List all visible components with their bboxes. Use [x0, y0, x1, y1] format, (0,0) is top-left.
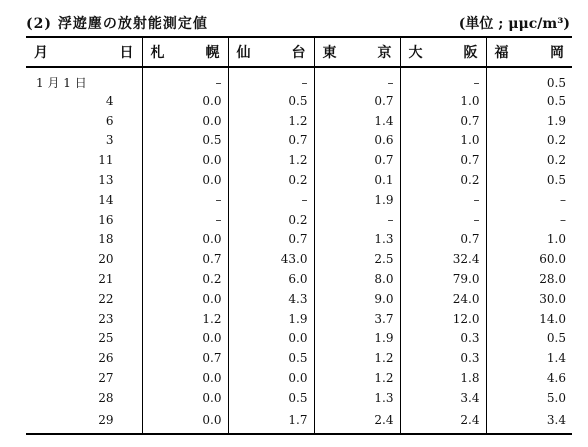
fukuoka-value: – — [486, 210, 572, 230]
unit-label: (単位 ; μμc/m³) — [458, 16, 570, 32]
fukuoka-value: 0.5 — [486, 67, 572, 91]
osaka-value: 79.0 — [400, 269, 486, 289]
table-row — [26, 190, 572, 210]
osaka-value: – — [400, 190, 486, 210]
osaka-value: 0.3 — [400, 348, 486, 368]
table-row — [26, 368, 572, 388]
tokyo-value: 1.3 — [314, 388, 400, 408]
table-row — [26, 210, 572, 230]
date-cell: 3 — [105, 133, 114, 148]
tokyo-value: – — [314, 210, 400, 230]
osaka-value: 0.7 — [400, 111, 486, 131]
table-row — [26, 91, 572, 111]
table-row — [26, 131, 572, 151]
osaka-value: – — [400, 67, 486, 91]
osaka-value: – — [400, 210, 486, 230]
osaka-value: 24.0 — [400, 289, 486, 309]
sapporo-value: 0.0 — [142, 388, 228, 408]
sendai-value: 0.2 — [228, 170, 314, 190]
sendai-value: 6.0 — [228, 269, 314, 289]
sendai-value: 0.5 — [228, 91, 314, 111]
date-cell: 20 — [98, 252, 114, 267]
table-row — [26, 249, 572, 269]
fukuoka-value: 1.0 — [486, 230, 572, 250]
date-cell: 23 — [98, 311, 114, 326]
table-row — [26, 329, 572, 349]
date-cell: 1 月 1 日 — [36, 76, 87, 90]
sapporo-value: – — [142, 190, 228, 210]
fukuoka-value: 3.4 — [486, 408, 572, 434]
osaka-value: 0.2 — [400, 170, 486, 190]
table-body — [26, 67, 572, 434]
date-cell: 18 — [98, 232, 114, 247]
osaka-value: 2.4 — [400, 408, 486, 434]
table-row — [26, 170, 572, 190]
fukuoka-value: 30.0 — [486, 289, 572, 309]
date-cell: 6 — [105, 113, 114, 128]
tokyo-value: 9.0 — [314, 289, 400, 309]
sapporo-value: – — [142, 210, 228, 230]
date-cell: 11 — [98, 153, 114, 168]
header-row — [26, 37, 572, 67]
osaka-value: 1.0 — [400, 91, 486, 111]
tokyo-value: 0.7 — [314, 91, 400, 111]
header-tokyo: 東 京 — [314, 37, 400, 67]
sapporo-value: 0.0 — [142, 170, 228, 190]
osaka-value: 12.0 — [400, 309, 486, 329]
table-row — [26, 388, 572, 408]
fukuoka-value: 0.5 — [486, 170, 572, 190]
date-cell: 28 — [98, 390, 114, 405]
date-cell: 29 — [98, 413, 114, 428]
date-cell: 14 — [98, 192, 114, 207]
header-sapporo: 札 幌 — [142, 37, 228, 67]
sendai-value: 1.2 — [228, 111, 314, 131]
radioactivity-table — [26, 36, 572, 435]
fukuoka-value: 0.5 — [486, 329, 572, 349]
tokyo-value: 1.4 — [314, 111, 400, 131]
table-header — [26, 37, 572, 67]
sendai-value: 0.5 — [228, 348, 314, 368]
sapporo-value: 0.5 — [142, 131, 228, 151]
osaka-value: 1.8 — [400, 368, 486, 388]
fukuoka-value: 0.5 — [486, 91, 572, 111]
sendai-value: – — [228, 67, 314, 91]
sapporo-value: 0.0 — [142, 289, 228, 309]
table-row — [26, 111, 572, 131]
table-row — [26, 289, 572, 309]
tokyo-value: 3.7 — [314, 309, 400, 329]
fukuoka-value: 5.0 — [486, 388, 572, 408]
tokyo-value: 2.4 — [314, 408, 400, 434]
sendai-value: 43.0 — [228, 249, 314, 269]
fukuoka-value: 0.2 — [486, 131, 572, 151]
table-row — [26, 309, 572, 329]
table-title: (2) 浮遊塵の放射能測定値 — [26, 16, 208, 32]
fukuoka-value: – — [486, 190, 572, 210]
tokyo-value: 1.2 — [314, 348, 400, 368]
sapporo-value: 0.0 — [142, 408, 228, 434]
tokyo-value: 1.9 — [314, 329, 400, 349]
tokyo-value: 1.9 — [314, 190, 400, 210]
date-cell: 16 — [98, 212, 114, 227]
osaka-value: 1.0 — [400, 131, 486, 151]
date-cell: 25 — [98, 331, 114, 346]
sendai-value: 0.0 — [228, 329, 314, 349]
sendai-value: – — [228, 190, 314, 210]
sendai-value: 0.5 — [228, 388, 314, 408]
fukuoka-value: 4.6 — [486, 368, 572, 388]
table-row — [26, 150, 572, 170]
osaka-value: 0.3 — [400, 329, 486, 349]
header-date: 月 日 — [34, 45, 134, 61]
tokyo-value: 2.5 — [314, 249, 400, 269]
sapporo-value: 0.2 — [142, 269, 228, 289]
fukuoka-value: 60.0 — [486, 249, 572, 269]
fukuoka-value: 0.2 — [486, 150, 572, 170]
date-cell: 4 — [105, 93, 114, 108]
header-osaka: 大 阪 — [400, 37, 486, 67]
date-cell: 21 — [98, 272, 114, 287]
sendai-value: 1.2 — [228, 150, 314, 170]
sapporo-value: 1.2 — [142, 309, 228, 329]
osaka-value: 3.4 — [400, 388, 486, 408]
sapporo-value: 0.0 — [142, 150, 228, 170]
osaka-value: 32.4 — [400, 249, 486, 269]
sendai-value: 1.7 — [228, 408, 314, 434]
table-row — [26, 67, 572, 91]
date-cell: 22 — [98, 291, 114, 306]
date-cell: 27 — [98, 371, 114, 386]
sapporo-value: 0.0 — [142, 91, 228, 111]
sendai-value: 0.7 — [228, 131, 314, 151]
date-cell: 13 — [98, 173, 114, 188]
sapporo-value: 0.0 — [142, 111, 228, 131]
tokyo-value: 0.7 — [314, 150, 400, 170]
sapporo-value: 0.7 — [142, 348, 228, 368]
tokyo-value: 0.1 — [314, 170, 400, 190]
table-row — [26, 408, 572, 434]
sendai-value: 0.0 — [228, 368, 314, 388]
fukuoka-value: 1.4 — [486, 348, 572, 368]
table-row — [26, 230, 572, 250]
sapporo-value: – — [142, 67, 228, 91]
fukuoka-value: 14.0 — [486, 309, 572, 329]
sapporo-value: 0.7 — [142, 249, 228, 269]
header-fukuoka: 福 岡 — [486, 37, 572, 67]
fukuoka-value: 1.9 — [486, 111, 572, 131]
sendai-value: 0.2 — [228, 210, 314, 230]
table-row — [26, 269, 572, 289]
tokyo-value: 1.2 — [314, 368, 400, 388]
tokyo-value: 1.3 — [314, 230, 400, 250]
sapporo-value: 0.0 — [142, 230, 228, 250]
tokyo-value: – — [314, 67, 400, 91]
osaka-value: 0.7 — [400, 230, 486, 250]
date-cell: 26 — [98, 351, 114, 366]
sendai-value: 0.7 — [228, 230, 314, 250]
osaka-value: 0.7 — [400, 150, 486, 170]
sapporo-value: 0.0 — [142, 368, 228, 388]
tokyo-value: 8.0 — [314, 269, 400, 289]
sapporo-value: 0.0 — [142, 329, 228, 349]
fukuoka-value: 28.0 — [486, 269, 572, 289]
sendai-value: 1.9 — [228, 309, 314, 329]
sendai-value: 4.3 — [228, 289, 314, 309]
header-sendai: 仙 台 — [228, 37, 314, 67]
table-row — [26, 348, 572, 368]
tokyo-value: 0.6 — [314, 131, 400, 151]
